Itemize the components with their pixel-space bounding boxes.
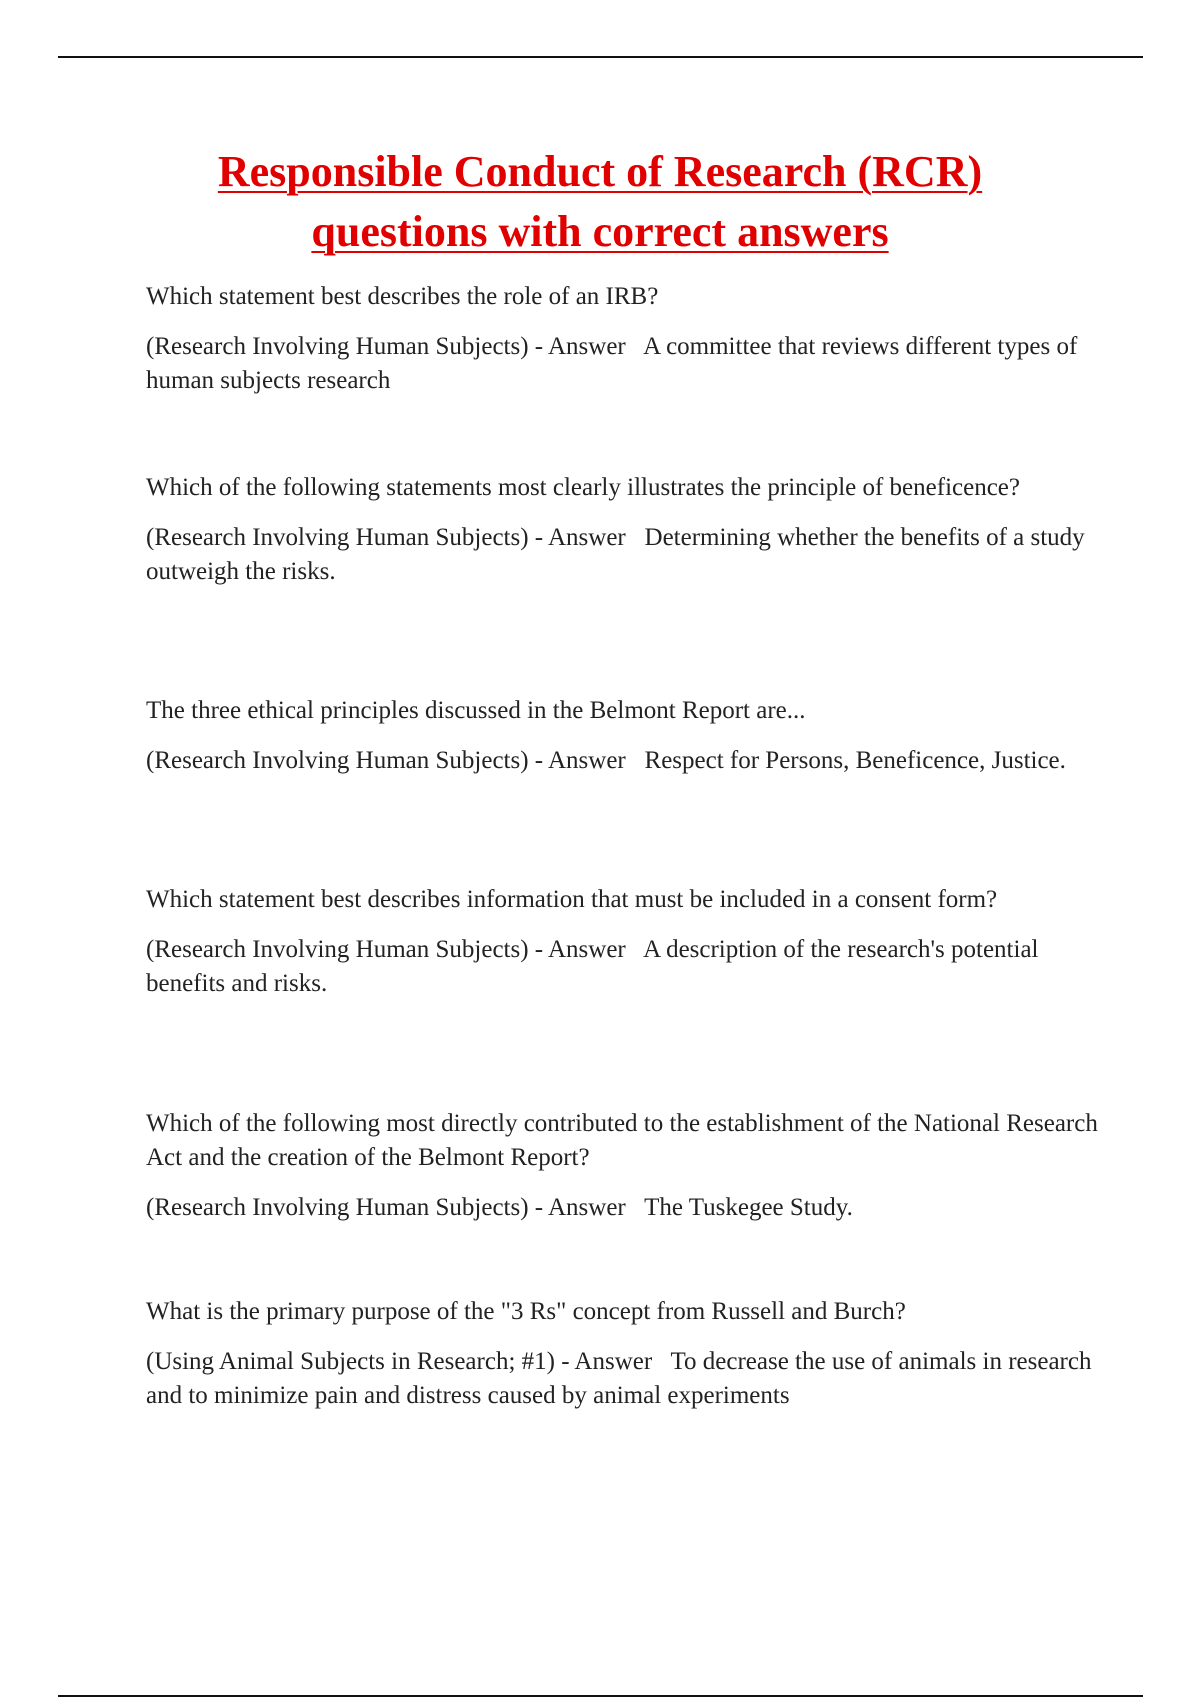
answer-3-text: Respect for Persons, Beneficence, Justice. [644,747,1066,774]
qa-item-3 [146,694,1106,778]
answer-3-category: (Research Involving Human Subjects) [146,747,529,774]
answer-6-text: To decrease the use of animals in research and to minimize pain and distress caused by animal experiments [146,1348,1092,1409]
question-2: Which of the following statements most clearly illustrates the principle of beneficence? [146,474,1020,501]
answer-2-marker: Answer [548,524,626,551]
answer-1: (Research Involving Human Subjects) - Answer A committee that reviews different types of human subjects research [146,333,1078,394]
top-rule [58,56,1143,58]
answer-2: (Research Involving Human Subjects) - Answer Determining whether the benefits of a study outweigh the risks. [146,524,1085,585]
answer-4-text: A description of the research's potential benefits and risks. [146,936,1039,997]
title-line-2: questions with correct answers [311,207,889,256]
title-line-1: Responsible Conduct of Research (RCR) [217,147,983,196]
answer-2-category: (Research Involving Human Subjects) [146,524,529,551]
answer-4-category: (Research Involving Human Subjects) [146,936,529,963]
question-5: Which of the following most directly contributed to the establishment of the National Research Act and the creation of the Belmont Report? [146,1110,1098,1171]
answer-3: (Research Involving Human Subjects) - Answer Respect for Persons, Beneficence, Justice. [146,747,1066,774]
qa-item-1 [146,280,1106,398]
answer-6: (Using Animal Subjects in Research; #1) - Answer To decrease the use of animals in research and to minimize pain and distress caused by animal experiments [146,1348,1092,1409]
answer-4-marker: Answer [548,936,626,963]
answer-1-marker: Answer [548,333,626,360]
qa-item-5 [146,1107,1106,1225]
answer-6-marker: Answer [574,1348,653,1375]
question-4: Which statement best describes information that must be included in a consent form? [146,886,998,913]
answer-1-text: A committee that reviews different types of human subjects research [146,333,1078,394]
question-6: What is the primary purpose of the "3 Rs" concept from Russell and Burch? [146,1298,906,1325]
answer-2-text: Determining whether the benefits of a study outweigh the risks. [146,524,1085,585]
answer-5-category: (Research Involving Human Subjects) [146,1194,529,1221]
answer-1-category: (Research Involving Human Subjects) [146,333,529,360]
qa-item-4 [146,883,1106,1001]
qa-item-2 [146,471,1106,589]
answer-3-marker: Answer [548,747,626,774]
answer-4: (Research Involving Human Subjects) - Answer A description of the research's potential benefits and risks. [146,936,1039,997]
question-1: Which statement best describes the role of an IRB? [146,283,659,310]
answer-6-category: (Using Animal Subjects in Research; #1) [146,1348,555,1375]
answer-5: (Research Involving Human Subjects) - Answer The Tuskegee Study. [146,1194,853,1221]
bottom-rule [58,1695,1143,1697]
document-title [100,142,1100,262]
qa-item-6 [146,1295,1106,1413]
question-3: The three ethical principles discussed in the Belmont Report are... [146,697,806,724]
answer-5-marker: Answer [548,1194,626,1221]
answer-5-text: The Tuskegee Study. [644,1194,853,1221]
